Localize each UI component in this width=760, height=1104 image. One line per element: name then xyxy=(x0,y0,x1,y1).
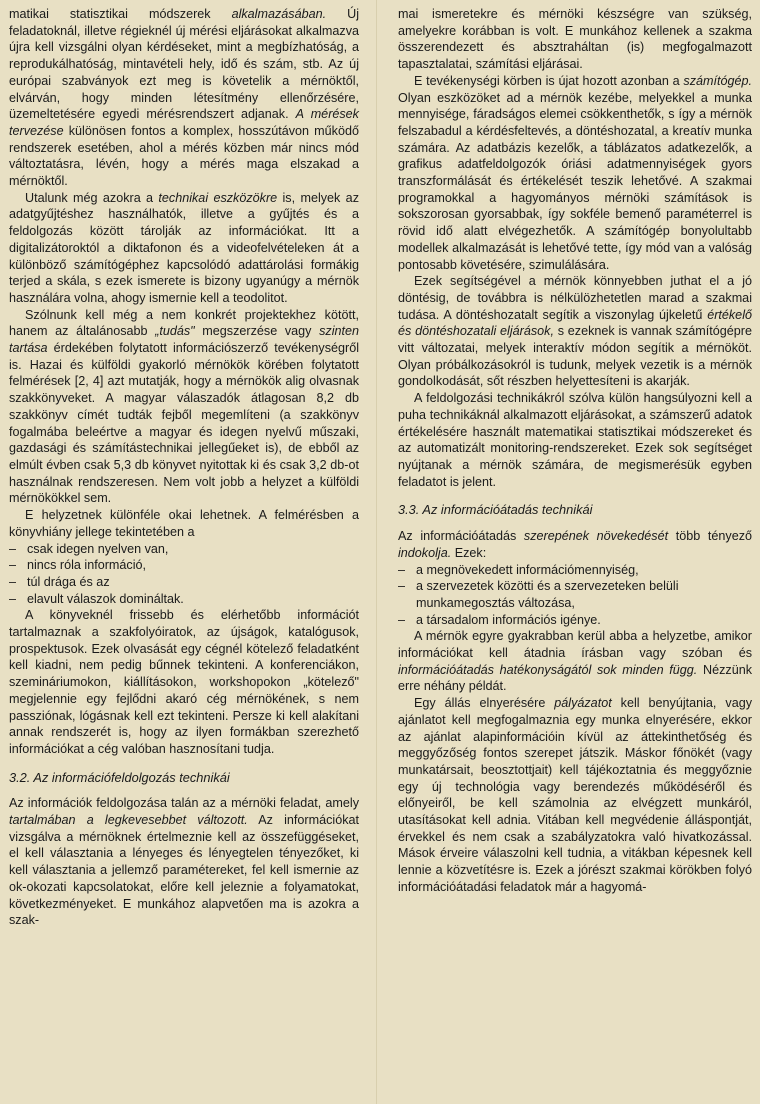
paragraph: matikai statisztikai módszerek alkalmazásában. Új feladatoknál, illetve régieknél új mérési eljárásokat alkalmazva újra kell vizsgálni olyan kérdéseket, mint a megbízhatóság, a reprodukálhatóság, mintavételi hely, idő és szám, stb. Az új európai szabványok ezt meg is követelik a mérnöktől, elvárván, hogy minden létesítmény ellenőrzésére, üzemeltetésére egyedi mérésrendszert adjanak. A mérések tervezése különösen fontos a komplex, hosszútávon működő rendszerek esetében, ahol a mérés közben már nincs mód változtatásra, lévén, hogy a mérés maga elszakad a mérnöktől. xyxy=(9,7,359,189)
paragraph: Az információk feldolgozása talán az a mérnöki feladat, amely tartalmában a legkevesebbet változott. Az információkat vizsgálva a mérnöknek értelmeznie kell az összefüggéseket, el kell választania a lényeges és lényegtelen tényezőket, ki kell választania a jellemző paramétereket, fel kell ismernie az ok-okozati kapcsolatokat, előre kell jeleznie a folyamatokat, következményeket. E munkához alapvetően ma is azokra a szak- xyxy=(9,796,359,928)
paragraph: mai ismeretekre és mérnöki készségre van szükség, amelyekre korábban is volt. E munkához kellenek a szakma összerendezett és absztraháltan (is) megfogalmazott tapasztalatai, számítási eljárásai. xyxy=(398,7,752,72)
paragraph: E tevékenységi körben is újat hozott azonban a számítógép. Olyan eszközöket ad a mérnök kezébe, melyekkel a munka mennyisége, fáradságos elemei csökkenthetők, s így a mérnök felszabadul a kérdésfeltevés, a döntéshozatal, a kreatív munka számára. Az adatbázis kezelők, a táblázatos adatkezelők, a grafikus adatfeldolgozók óriási adatmennyiségek gyors transzformálását és értékelését teszik lehetővé. A szakmai programokkal a hagyományos mérnöki számítások is sokszorosan gyorsabbak, így sokféle bemenő paraméterrel is rövid idő alatt elvégezhetők. A számítógép bonyolultabb modellek alkalmazását is lehetővé tette, így mód van a valóság pontosabb követésére, szimulálására. xyxy=(398,73,752,272)
paragraph: A feldolgozási technikákról szólva külön hangsúlyozni kell a puha technikáknál alkalmazott eljárásokat, a számszerű adatok értékelésére használt matematikai statisztikai módszereket és az automatizált monitoring-rendszereket. Ezek sok segítséget nyújtanak a mérnök számára, de megismerésük egyben feladatot is jelent. xyxy=(398,391,752,489)
column-divider xyxy=(376,0,377,1104)
list-item: – a szervezetek közötti és a szervezeteken belüli munkamegosztás változása, xyxy=(398,578,752,611)
paragraph: E helyzetnek különféle okai lehetnek. A felmérésben a könyvhiány jellege tekintetében a xyxy=(9,508,359,539)
paragraph: Ezek segítségével a mérnök könnyebben juthat el a jó döntésig, de továbbra is nélkülözhetetlen marad a szakmai tudása. A döntéshozatalt segítik a viszonylag újkeletű értékelő és döntéshozatali eljárások, s ezeknek is vannak számítógépre vitt változatai, melyek interaktív módon segítik a mérnököt. Olyan próbálkozásokról is tudunk, melyek vezetik is a mérnök gondolkodását, sőt részben helyettesíteni is akarják. xyxy=(398,274,752,389)
section-heading: 3.2. Az információfeldolgozás technikái xyxy=(9,769,230,785)
paragraph: A könyveknél frissebb és elérhetőbb információt tartalmaznak a szakfolyóiratok, az újságok, katalógusok, prospektusok. Ezek olvasását egy cégnél kötelező feladatként kell kiadni, nem pedig bűnnek tekinteni. A konferenciákon, szemináriumokon, kiállításokon, workshopokon „kötelező" megjelennie egy fejlődni akaró cég mérnökének, s nem passziónak, lógásnak kell ezt tekinteni. Persze ki kell alakítani annak rendszerét is, hogy az ilyen formákban szerezhető információkat a cég valóban hasznosítani tudja. xyxy=(9,608,359,756)
right-column xyxy=(398,6,752,896)
list-item: – elavult válaszok domináltak. xyxy=(9,591,359,608)
list-item: – túl drága és az xyxy=(9,574,359,591)
paragraph: Utalunk még azokra a technikai eszközökre is, melyek az adatgyűjtéshez használhatók, illetve a gyűjtés és a feldolgozás között tárolják az információkat. Itt a digitalizátoroktól a diktafonon és a videofelvételeken át a különböző számítógéphez kapcsolódó adattárolási formákig terjed a skála, s ezek ismerete is bizony ugyanúgy a mérnök használára volna, ahogy ismernie kell a teodolitot. xyxy=(9,190,359,305)
list-item: – a megnövekedett információmennyiség, xyxy=(398,562,752,579)
paragraph: Az információátadás szerepének növekedését több tényező indokolja. Ezek: xyxy=(398,529,753,560)
list-item: – csak idegen nyelven van, xyxy=(9,541,359,558)
left-column xyxy=(9,6,359,929)
paragraph: A mérnök egyre gyakrabban kerül abba a helyzetbe, amikor információkat kell átadnia írásban vagy szóban és információátadás hatékonyságától sok minden függ. Nézzünk erre néhány példát. xyxy=(398,629,752,694)
bullet-list xyxy=(9,541,359,608)
list-item: – nincs róla információ, xyxy=(9,557,359,574)
section-heading: 3.3. Az információátadás technikái xyxy=(398,502,593,518)
paragraph: Egy állás elnyerésére pályázatot kell benyújtania, vagy ajánlatot kell megfogalmaznia egy munka elnyerésére, ekkor az ajánlat alapinformációin kívül az áttekinthetőség és meggyőzőség fontos szerepet játszik. Máskor főnökét (vagy munkatársait, beosztottjait) kell tájékoztatnia és meggyőznie egy új technológia vagy berendezés működéséről és előnyeiről, be kell számolnia az elvégzett munkáról, utasításokat kell adnia. Vitában kell megvédenie álláspontját, érvekkel és nem csak a szabályzatokra való hivatkozással. Mások érveire válaszolni kell tudnia, a vitákban képesnek kell lennie a közvetítésre is. Ezek a jórészt szakmai körökben folyó információátadási feladatok már a hagyomá- xyxy=(398,696,752,894)
paragraph: Szólnunk kell még a nem konkrét projektekhez kötött, hanem az általánosabb „tudás" megszerzése vagy szinten tartása érdekében folytatott információszerző tevékenységről is. Hazai és külföldi gyakorló mérnökök körében folytatott felmérések [2, 4] azt mutatják, hogy a mérnökök alig olvasnak szakkönyveket. A magyar válaszadók átlagosan 8,2 db szakkönyv címét tudták fejből megemlíteni (a szakkönyv fogalmába beleértve a magyar és idegen nyelvű műszaki, gazdasági és számítástechnikai jellegűeket is), de ebből az elmúlt évben csak 5,3 db könyvet nyitottak ki és csak 3,2 db-ot használnak rendszeresen. Nem volt jobb a helyzet a külföldi mérnökökkel sem. xyxy=(9,307,359,506)
bullet-list xyxy=(398,562,752,629)
list-item: – a társadalom információs igénye. xyxy=(398,612,752,629)
